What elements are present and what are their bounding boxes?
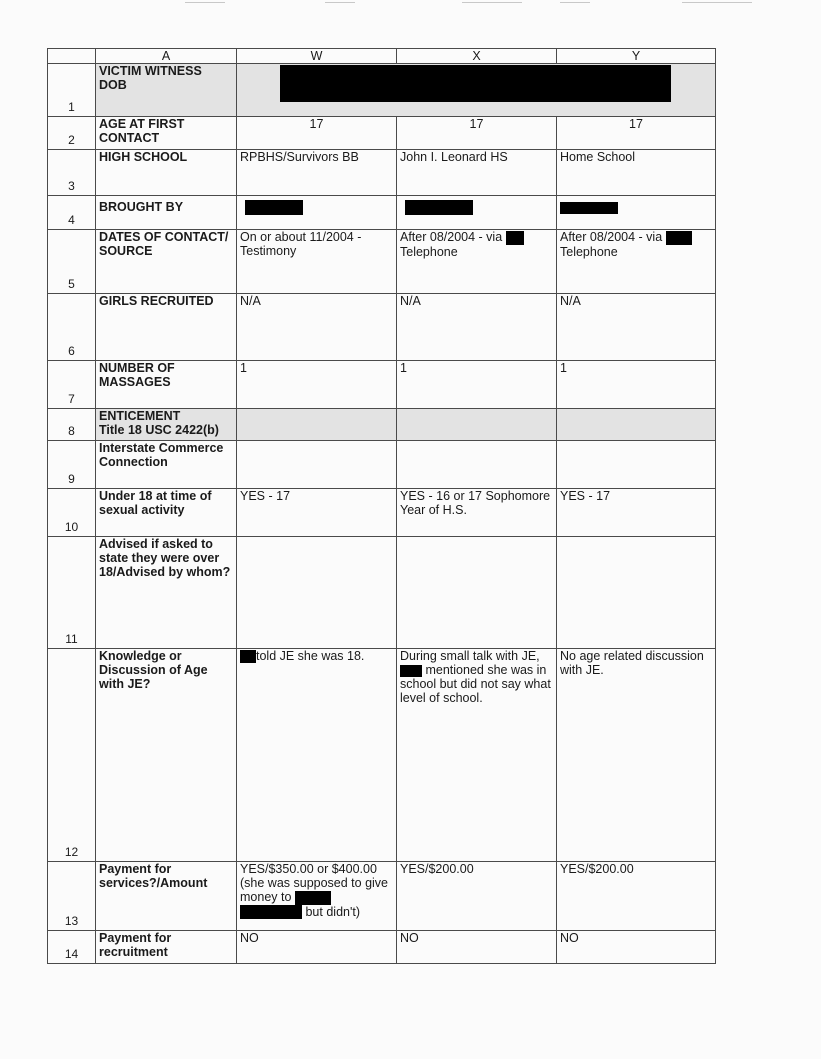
scan-artifact bbox=[325, 2, 355, 3]
table-row bbox=[48, 196, 716, 230]
cell-x bbox=[397, 537, 557, 649]
table-row bbox=[48, 649, 716, 862]
row-label: Interstate Commerce Connection bbox=[96, 441, 237, 489]
cell-y: N/A bbox=[557, 294, 716, 361]
row-label: AGE AT FIRST CONTACT bbox=[96, 117, 237, 150]
scan-artifact bbox=[185, 2, 225, 3]
cell-w bbox=[237, 409, 397, 441]
cell-w bbox=[237, 196, 397, 230]
row-number: 8 bbox=[48, 409, 96, 441]
table-row bbox=[48, 294, 716, 361]
cell-text: told JE she was 18. bbox=[256, 649, 365, 663]
cell-x bbox=[397, 230, 557, 294]
cell-y bbox=[557, 441, 716, 489]
redaction-box bbox=[240, 650, 256, 663]
cell-w bbox=[237, 441, 397, 489]
cell-w: On or about 11/2004 - Testimony bbox=[237, 230, 397, 294]
row-label: NUMBER OF MASSAGES bbox=[96, 361, 237, 409]
row-number: 4 bbox=[48, 196, 96, 230]
victim-witness-table bbox=[47, 48, 716, 964]
redaction-box bbox=[240, 905, 302, 919]
scan-artifact bbox=[462, 2, 522, 3]
table-row bbox=[48, 441, 716, 489]
redaction-box bbox=[245, 200, 303, 215]
cell-x: N/A bbox=[397, 294, 557, 361]
cell-x: 17 bbox=[397, 117, 557, 150]
cell-text: mentioned she was in school but did not say what level of school. bbox=[400, 663, 551, 705]
row-number: 12 bbox=[48, 649, 96, 862]
row-number: 7 bbox=[48, 361, 96, 409]
cell-text: During small talk with JE, bbox=[400, 649, 540, 663]
table-row bbox=[48, 489, 716, 537]
row-number: 2 bbox=[48, 117, 96, 150]
scan-artifact bbox=[682, 2, 752, 3]
cell-w: RPBHS/Survivors BB bbox=[237, 150, 397, 196]
cell-x bbox=[397, 409, 557, 441]
table-row bbox=[48, 230, 716, 294]
row-label: Payment for services?/Amount bbox=[96, 862, 237, 931]
row-number: 1 bbox=[48, 64, 96, 117]
row-label: GIRLS RECRUITED bbox=[96, 294, 237, 361]
cell-text: Telephone bbox=[560, 244, 618, 259]
table-row bbox=[48, 931, 716, 964]
cell-y: 17 bbox=[557, 117, 716, 150]
cell-w: YES - 17 bbox=[237, 489, 397, 537]
row-label: DATES OF CONTACT/ SOURCE bbox=[96, 230, 237, 294]
redaction-box bbox=[280, 65, 671, 102]
cell-y bbox=[557, 537, 716, 649]
column-header: Y bbox=[557, 49, 716, 64]
table-row bbox=[48, 862, 716, 931]
cell-y: NO bbox=[557, 931, 716, 964]
cell-y bbox=[557, 409, 716, 441]
column-header: X bbox=[397, 49, 557, 64]
column-header-row bbox=[48, 49, 716, 64]
cell-w bbox=[237, 649, 397, 862]
cell-y: Home School bbox=[557, 150, 716, 196]
row-label-line: Title 18 USC 2422(b) bbox=[99, 423, 219, 437]
cell-x: YES - 16 or 17 Sophomore Year of H.S. bbox=[397, 489, 557, 537]
cell-x: YES/$200.00 bbox=[397, 862, 557, 931]
table-row bbox=[48, 409, 716, 441]
scan-artifact bbox=[560, 2, 590, 3]
row-number: 14 bbox=[48, 931, 96, 964]
table-row bbox=[48, 537, 716, 649]
cell-y: YES - 17 bbox=[557, 489, 716, 537]
row-label: Knowledge or Discussion of Age with JE? bbox=[96, 649, 237, 862]
row-label: VICTIM WITNESS DOB bbox=[96, 64, 237, 117]
cell-y: No age related discussion with JE. bbox=[557, 649, 716, 862]
cell-w: N/A bbox=[237, 294, 397, 361]
redaction-box bbox=[400, 665, 422, 677]
redaction-box bbox=[666, 231, 692, 245]
cell-x bbox=[397, 196, 557, 230]
row-number: 10 bbox=[48, 489, 96, 537]
table-row bbox=[48, 150, 716, 196]
redaction-box bbox=[295, 891, 331, 905]
redaction-box bbox=[405, 200, 473, 215]
cell-x: 1 bbox=[397, 361, 557, 409]
row-label: HIGH SCHOOL bbox=[96, 150, 237, 196]
cell-w bbox=[237, 537, 397, 649]
cell-x: NO bbox=[397, 931, 557, 964]
cell-y: 1 bbox=[557, 361, 716, 409]
row-label: Payment for recruitment bbox=[96, 931, 237, 964]
row-number: 9 bbox=[48, 441, 96, 489]
row-number: 3 bbox=[48, 150, 96, 196]
row-label-line: ENTICEMENT bbox=[99, 409, 181, 423]
redaction-box bbox=[560, 202, 618, 214]
corner-cell bbox=[48, 49, 96, 64]
cell-text: YES/$350.00 or $400.00 (she was supposed to give money to bbox=[240, 862, 389, 904]
row-label: Under 18 at time of sexual activity bbox=[96, 489, 237, 537]
row-label bbox=[96, 409, 237, 441]
row-number: 13 bbox=[48, 862, 96, 931]
row-number: 5 bbox=[48, 230, 96, 294]
row-number: 11 bbox=[48, 537, 96, 649]
cell-text: but didn't) bbox=[305, 904, 360, 919]
cell-w bbox=[237, 862, 397, 931]
cell-y bbox=[557, 196, 716, 230]
row-number: 6 bbox=[48, 294, 96, 361]
cell-x bbox=[397, 649, 557, 862]
cell-y: YES/$200.00 bbox=[557, 862, 716, 931]
cell-text: Telephone bbox=[400, 244, 458, 259]
cell-w: NO bbox=[237, 931, 397, 964]
cell-x: John I. Leonard HS bbox=[397, 150, 557, 196]
cell-text: After 08/2004 - via bbox=[560, 230, 663, 244]
cell-text: After 08/2004 - via bbox=[400, 230, 503, 244]
row-label: Advised if asked to state they were over 18/Advised by whom? bbox=[96, 537, 237, 649]
cell-w: 17 bbox=[237, 117, 397, 150]
table-row bbox=[48, 117, 716, 150]
table-row bbox=[48, 361, 716, 409]
cell-x bbox=[397, 441, 557, 489]
cell-w: 1 bbox=[237, 361, 397, 409]
row-label: BROUGHT BY bbox=[96, 196, 237, 230]
cell-y bbox=[557, 230, 716, 294]
column-header: W bbox=[237, 49, 397, 64]
redaction-box bbox=[506, 231, 524, 245]
column-header: A bbox=[96, 49, 237, 64]
